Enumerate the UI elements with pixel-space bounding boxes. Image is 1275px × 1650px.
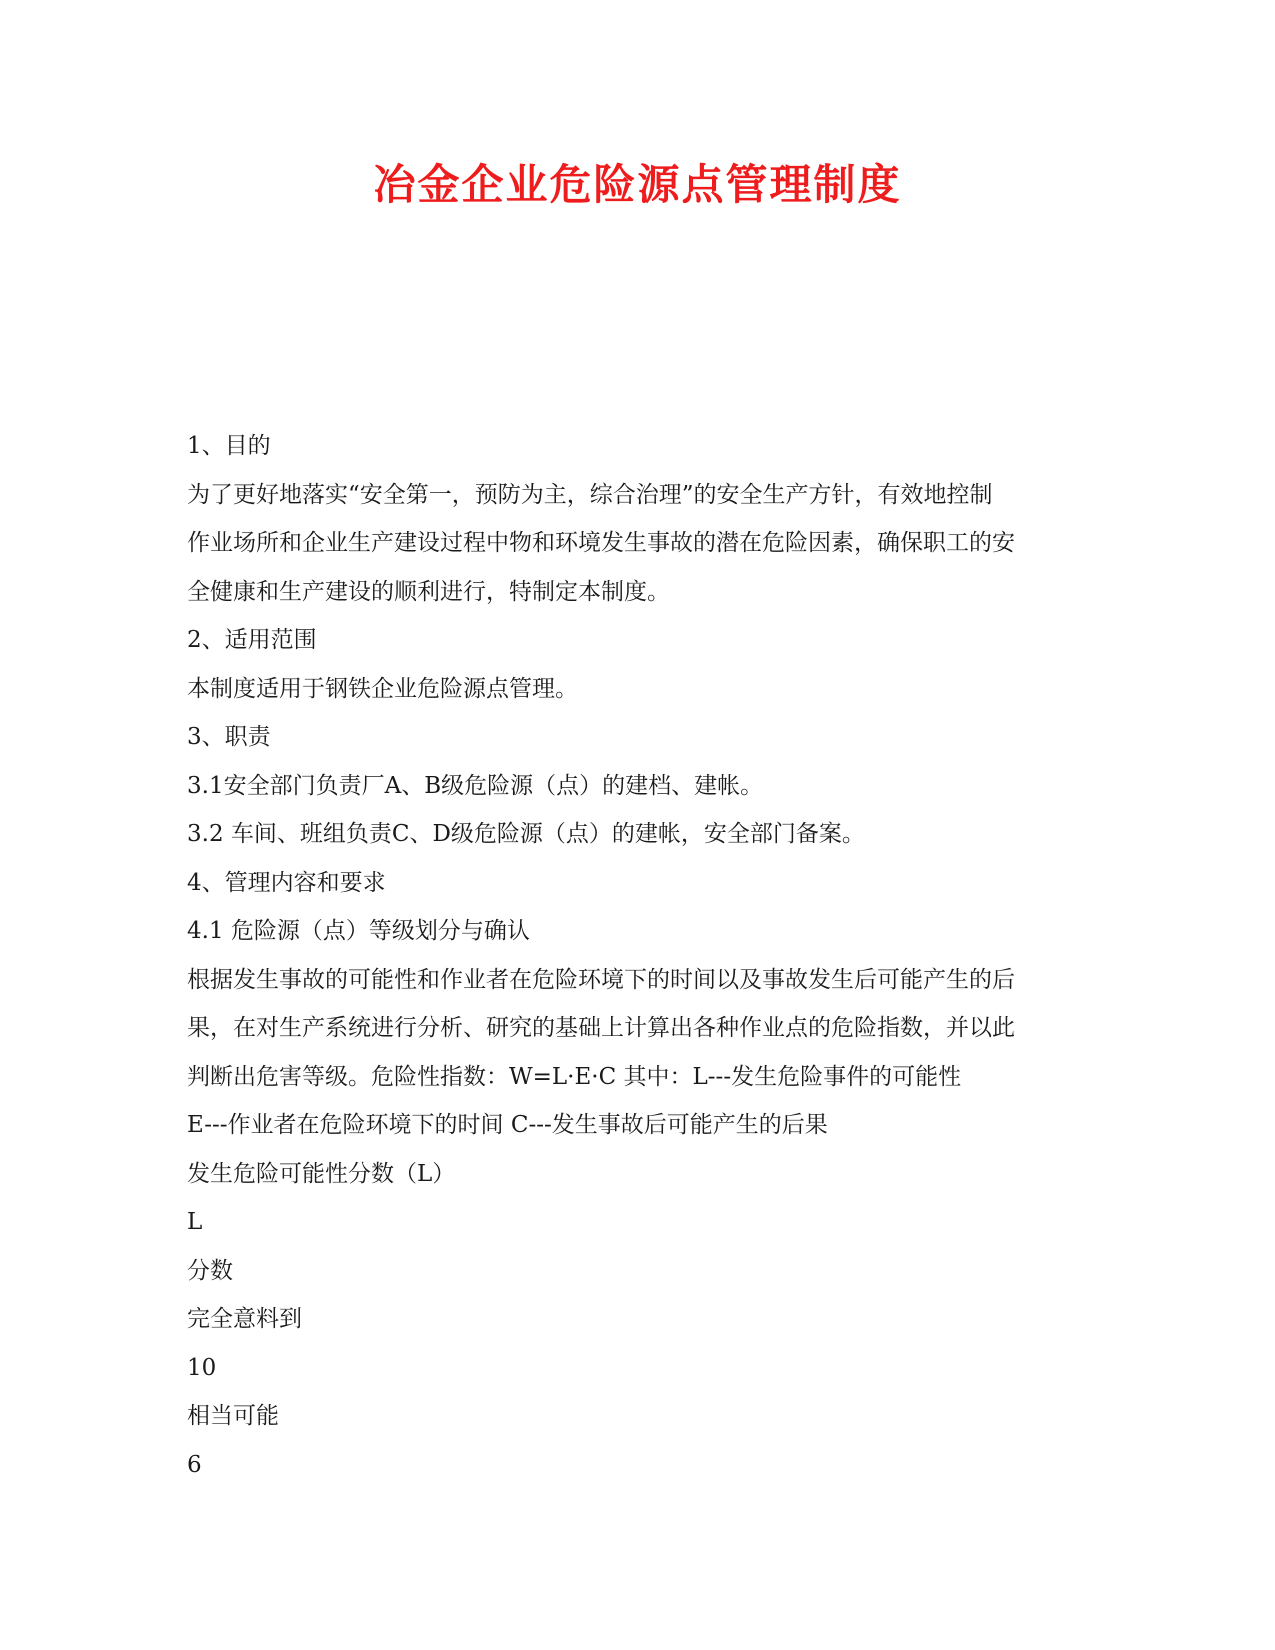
- subsection-heading: 4.1 危险源（点）等级划分与确认: [187, 918, 530, 944]
- paragraph-line: 判断出危害等级。危险性指数：W=L·E·C 其中：L---发生危险事件的可能性: [187, 1063, 962, 1090]
- table-caption: 发生危险可能性分数（L）: [187, 1160, 456, 1187]
- paragraph-line: E---作业者在危险环境下的时间 C---发生事故后可能产生的后果: [187, 1112, 828, 1138]
- paragraph-line: 作业场所和企业生产建设过程中物和环境发生事故的潜在危险因素，确保职工的安: [187, 530, 1015, 556]
- paragraph-line: 3.2 车间、班组负责C、D级危险源（点）的建帐，安全部门备案。: [187, 821, 865, 847]
- document-body: [187, 422, 1087, 1489]
- section-heading-scope: 2、适用范围: [187, 627, 317, 653]
- table-cell: L: [187, 1209, 203, 1235]
- table-cell: 相当可能: [187, 1403, 279, 1429]
- section-heading-purpose: 1、目的: [187, 433, 271, 459]
- paragraph-line: 果，在对生产系统进行分析、研究的基础上计算出各种作业点的危险指数，并以此: [187, 1015, 1015, 1041]
- table-cell: 10: [187, 1354, 217, 1381]
- paragraph-line: 3.1安全部门负责厂A、B级危险源（点）的建档、建帐。: [187, 772, 764, 799]
- table-cell: 分数: [187, 1257, 233, 1284]
- section-heading-management: 4、管理内容和要求: [187, 869, 386, 896]
- section-heading-responsibilities: 3、职责: [187, 724, 271, 750]
- document-title: 冶金企业危险源点管理制度: [373, 160, 902, 209]
- paragraph-line: 根据发生事故的可能性和作业者在危险环境下的时间以及事故发生后可能产生的后: [187, 966, 1015, 993]
- paragraph-line: 为了更好地落实“安全第一，预防为主，综合治理”的安全生产方针，有效地控制: [187, 481, 993, 508]
- table-cell: 6: [187, 1451, 202, 1478]
- paragraph-line: 本制度适用于钢铁企业危险源点管理。: [187, 675, 578, 702]
- paragraph-line: 全健康和生产建设的顺利进行，特制定本制度。: [187, 578, 670, 605]
- table-cell: 完全意料到: [187, 1306, 302, 1332]
